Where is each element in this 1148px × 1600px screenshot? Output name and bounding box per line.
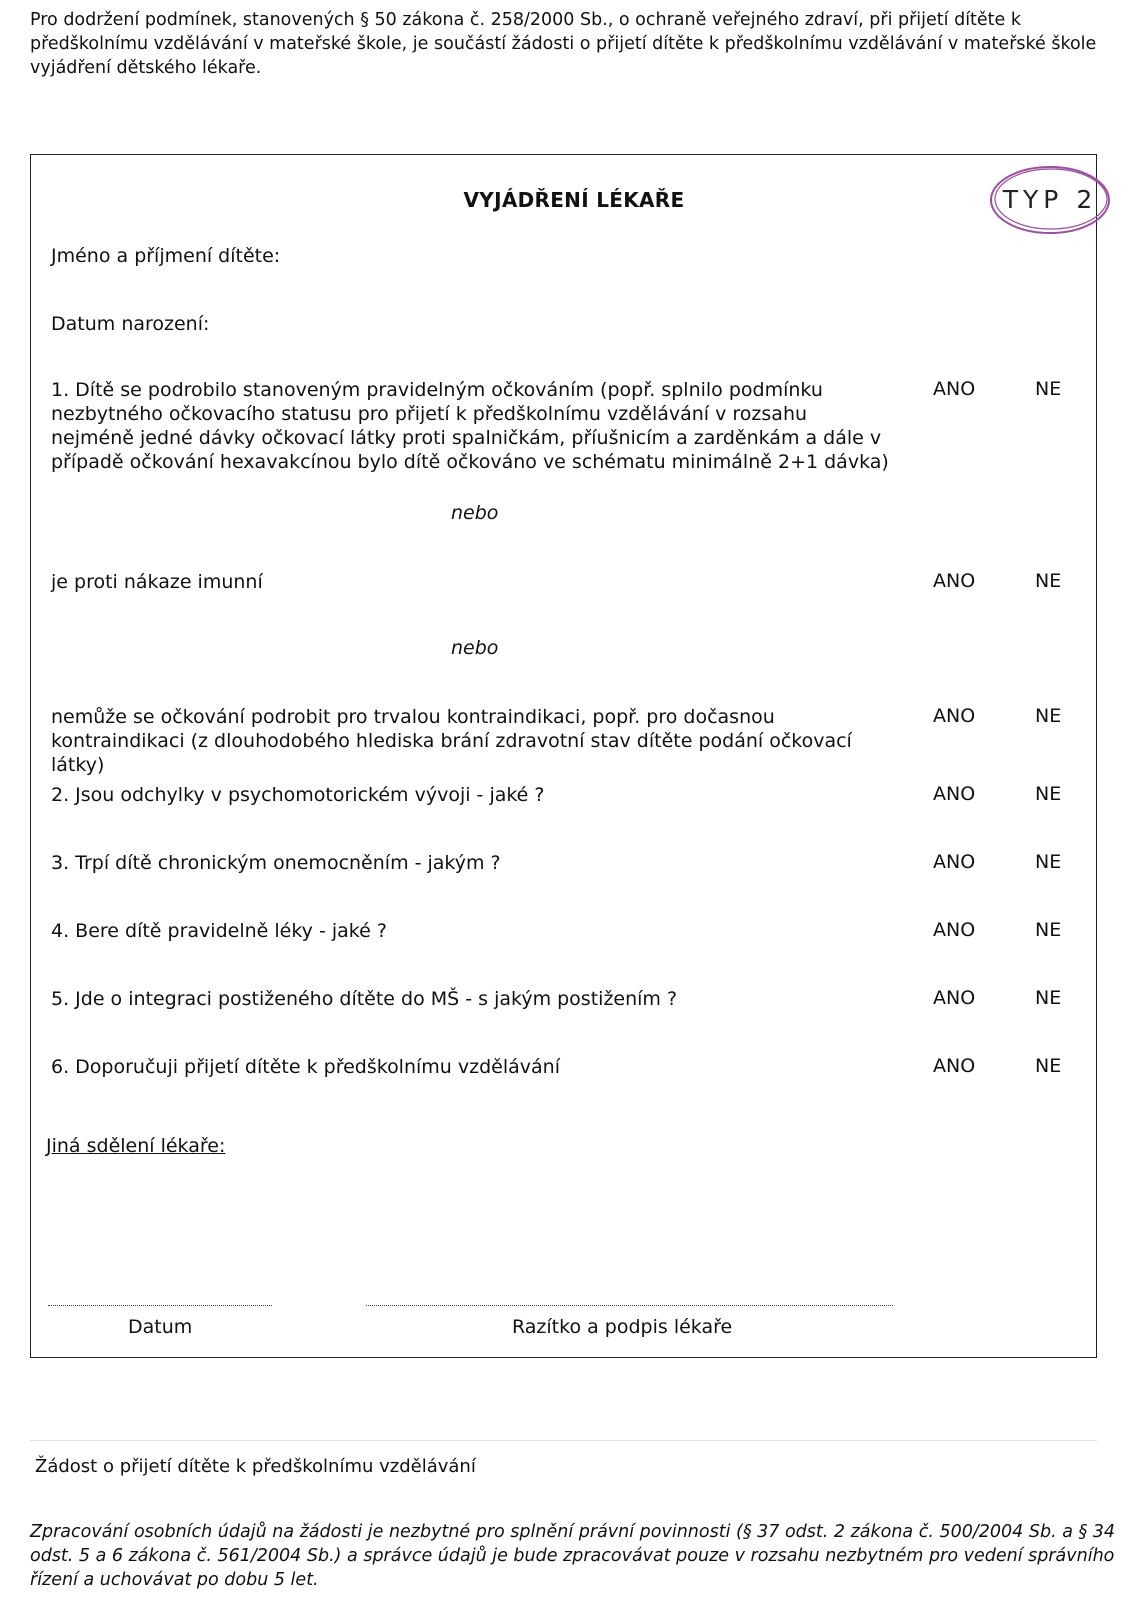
q1c-yes-option[interactable]: ANO bbox=[933, 705, 976, 727]
other-notes-label: Jiná sdělení lékaře: bbox=[46, 1135, 226, 1157]
question-6: 6. Doporučuji přijetí dítěte k předškolnímu vzdělávání bbox=[51, 1056, 560, 1078]
q1b-no-option[interactable]: NE bbox=[1035, 570, 1062, 592]
q4-yes-option[interactable]: ANO bbox=[933, 919, 976, 941]
birth-date-field: Datum narození: bbox=[51, 313, 210, 335]
q6-yes-option[interactable]: ANO bbox=[933, 1055, 976, 1077]
q2-yes-option[interactable]: ANO bbox=[933, 783, 976, 805]
q5-no-option[interactable]: NE bbox=[1035, 987, 1062, 1009]
question-1b: je proti nákaze imunní bbox=[51, 571, 263, 593]
question-5: 5. Jde o integraci postiženého dítěte do MŠ - s jakým postižením ? bbox=[51, 988, 678, 1010]
section-divider bbox=[30, 1440, 1097, 1441]
intro-paragraph: Pro dodržení podmínek, stanovených § 50 zákona č. 258/2000 Sb., o ochraně veřejného zdraví, při přijetí dítěte k předškolnímu vzdělávání v mateřské škole, je součástí žádosti o přijetí dítěte k předškolnímu vzdělávání v mateřské škole vyjádření dětského lékaře. bbox=[30, 10, 1097, 78]
form-title: VYJÁDŘENÍ LÉKAŘE bbox=[463, 188, 685, 212]
q3-no-option[interactable]: NE bbox=[1035, 851, 1062, 873]
date-dotted-line[interactable] bbox=[48, 1305, 272, 1306]
q1b-yes-option[interactable]: ANO bbox=[933, 570, 976, 592]
q4-no-option[interactable]: NE bbox=[1035, 919, 1062, 941]
child-name-field: Jméno a příjmení dítěte: bbox=[51, 245, 281, 267]
q1-yes-option[interactable]: ANO bbox=[933, 378, 976, 400]
question-1c: nemůže se očkování podrobit pro trvalou kontraindikaci, popř. pro dočasnou kontraindikaci (z dlouhodobého hlediska brání zdravotní stav dítěte podání očkovací látky) bbox=[51, 706, 852, 776]
question-2: 2. Jsou odchylky v psychomotorickém vývoji - jaké ? bbox=[51, 784, 545, 806]
signature-dotted-line[interactable] bbox=[366, 1305, 893, 1306]
question-1: 1. Dítě se podrobilo stanoveným pravidelným očkováním (popř. splnilo podmínku nezbytného očkovacího statusu pro přijetí k předškolnímu vzdělávání v rozsahu nejméně jedné dávky očkovací látky proti spalničkám, příušnicím a zarděnkám a dále v případě očkování hexavakcínou bylo dítě očkováno ve schématu minimálně 2+1 dávka) bbox=[51, 379, 889, 473]
q5-yes-option[interactable]: ANO bbox=[933, 987, 976, 1009]
privacy-note: Zpracování osobních údajů na žádosti je nezbytné pro splnění právní povinnosti (§ 37 odst. 2 zákona č. 500/2004 Sb. a § 34 odst. 5 a 6 zákona č. 561/2004 Sb.) a správce údajů je bude zpracovávat pouze v rozsahu nezbytném pro vedení správního řízení a uchovávat po dobu 5 let. bbox=[30, 1522, 1116, 1590]
q6-no-option[interactable]: NE bbox=[1035, 1055, 1062, 1077]
stamp-label: TYP 2 bbox=[1002, 185, 1098, 214]
question-3: 3. Trpí dítě chronickým onemocněním - jakým ? bbox=[51, 852, 501, 874]
or-separator: nebo bbox=[451, 502, 499, 524]
date-label: Datum bbox=[128, 1316, 193, 1338]
q2-no-option[interactable]: NE bbox=[1035, 783, 1062, 805]
question-4: 4. Bere dítě pravidelně léky - jaké ? bbox=[51, 920, 387, 942]
footer-title: Žádost o přijetí dítěte k předškolnímu vzdělávání bbox=[35, 1456, 476, 1477]
or-separator: nebo bbox=[451, 637, 499, 659]
type-stamp bbox=[987, 162, 1113, 238]
q3-yes-option[interactable]: ANO bbox=[933, 851, 976, 873]
q1-no-option[interactable]: NE bbox=[1035, 378, 1062, 400]
signature-label: Razítko a podpis lékaře bbox=[512, 1316, 733, 1338]
q1c-no-option[interactable]: NE bbox=[1035, 705, 1062, 727]
